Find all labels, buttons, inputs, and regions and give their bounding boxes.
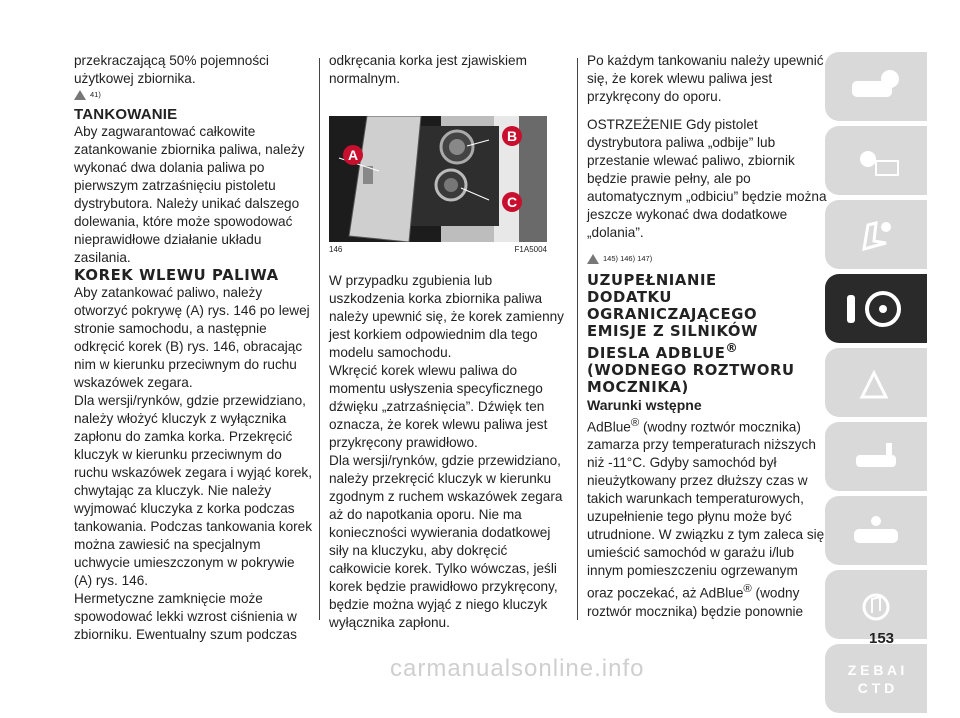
figure-caption [329,245,547,254]
column-3 [587,52,827,621]
warning-triangle-icon [587,254,599,264]
heading-korek: KOREK WLEWU PALIWA [74,267,279,284]
fuel-cap-illustration [329,116,547,242]
wrench-car-icon [846,437,906,477]
col3-text-1: Po każdym tankowaniu należy upewnić się, że korek wlewu paliwa jest przykręcony do oporu. [587,53,824,104]
sidebar-item-airbag[interactable] [825,200,927,269]
dashboard-lights-icon [846,141,906,181]
col2-text-4: Dla wersji/rynków, gdzie przewidziano, należy przekręcić kluczyk w kierunku zgodnym z ruchem wskazówek zegara aż do napotkania oporu. Nie ma konieczności wywierania dodatkowej siły na kluczyku, aby dokręcić całkowicie korek. Tylko wówczas, jeśli korek będzie prawidłowo przykręcony, będzie można wyjąć z niego kluczyk wyłącznika zapłonu. [329,453,563,630]
refs-text-2: 145) 146) 147) [603,254,653,263]
refs-text: 41) [90,90,101,99]
warning-triangle-icon [74,90,86,100]
heading-adblue: UZUPEŁNIANIE DODATKU OGRANICZAJĄCEGO EMISJE Z SILNIKÓW DIESLA ADBLUE® (WODNEGO ROZTWORU MOCZNIKA) [587,272,795,396]
figure-number: 146 [329,245,343,254]
figure-146 [329,116,547,242]
cap-text-3: Hermetyczne zamknięcie może spowodować lekki wzrost ciśnienia w zbiorniku. Ewentualny szum podczas [74,591,297,642]
adblue-paragraph: AdBlue® (wodny roztwór mocznika) zamarza przy temperaturach niższych niż -11°C. Gdyby samochód był nieużytkowany przez dłuższy czas w takich warunkach temperaturowych, uzupełnienie tego płynu może być utrudnione. W związku z tym zaleca się umieścić samochód w garażu i/lub innym pomieszczeniu ogrzewanym oraz poczekać, aż AdBlue® (wodny roztwór mocznika) będzie ponownie [587,416,825,619]
col2-text-3: Wkręcić korek wlewu paliwa do momentu usłyszenia specyficznego dźwięku „zatrzaśnięcia”. Dźwięk ten oznacza, że korek wlewu paliwa jest przykręcony prawidłowo. [329,363,548,450]
sidebar-item-key-steering[interactable] [825,274,927,343]
sidebar-item-index[interactable] [825,644,927,713]
warning-refs [74,90,314,100]
car-info-icon [846,67,906,107]
warning-refs-2 [587,254,827,264]
sidebar-item-dashboard-lights[interactable] [825,126,927,195]
column-1 [74,52,314,644]
label-b: B [506,128,518,144]
label-c: C [506,194,518,210]
label-a: A [347,147,359,163]
warning-text: OSTRZEŻENIE Gdy pistolet dystrybutora paliwa „odbije” lub przestanie wlewać paliwo, zbiornik będzie prawie pełny, ale po automatycznym „odbiciu” będzie można jeszcze wykonać dwa dodatkowe „dolania”. [587,117,827,240]
col2-text-2: W przypadku zgubienia lub uszkodzenia korka zbiornika paliwa należy upewnić się, że korek zamienny jest korkiem odpowiednim dla tego modelu samochodu. [329,273,564,360]
tank-text: Aby zagwarantować całkowite zatankowanie zbiornika paliwa, należy wykonać dwa dolania paliwa po pierwszym zatrzaśnięciu pistoletu dystrybutora. Należy unikać dalszego dolewania, które może spowodować nieprawidłowe działanie układu zasilania. [74,124,305,265]
col2-text-1: odkręcania korka jest zjawiskiem normalnym. [329,53,527,86]
page-number: 153 [869,630,895,647]
cap-text-2: Dla wersji/rynków, gdzie przewidziano, należy włożyć kluczyk z wyłącznika zapłonu do zamka korka. Przekręcić kluczyk w kierunku przeciwnym do ruchu wskazówek zegara i wyjąć korek, chwytając za kluczyk. Nie należy wyjmować kluczyka z korka podczas tankowania. Podczas tankowania korek można zawiesić na specjalnym uchwycie umieszczonym w pokrywie (A) rys. 146. [74,393,313,588]
multimedia-icon [846,585,906,625]
chapter-sidebar [825,52,927,718]
column-divider-2 [577,58,578,620]
sidebar-item-technical-data[interactable] [825,496,927,565]
figure-code: F1A5004 [514,245,547,254]
airbag-seat-icon [846,215,906,255]
heading-tankowanie: TANKOWANIE [74,106,178,123]
index-icon: Z E B A I C T D [847,661,905,696]
key-steering-wheel-icon [841,287,911,331]
cap-text-1: Aby zatankować paliwo, należy otworzyć pokrywę (A) rys. 146 po lewej stronie samochodu, a następnie odkręcić korek (B) rys. 146, obracając nim w kierunku przeciwnym do ruchu wskazówek zegara. [74,285,310,390]
sidebar-item-car-info[interactable] [825,52,927,121]
watermark: carmanualsonline.info [390,655,645,682]
warning-triangle-car-icon [846,363,906,403]
sidebar-item-multimedia[interactable] [825,570,927,639]
technical-data-icon [846,511,906,551]
column-divider-1 [319,58,320,620]
sidebar-item-warning-car[interactable] [825,348,927,417]
subheading-warunki: Warunki wstępne [587,396,702,413]
intro-text: przekraczającą 50% pojemności użytkowej zbiornika. [74,53,269,86]
column-2 [329,52,569,88]
sidebar-item-wrench-car[interactable] [825,422,927,491]
column-2-lower [329,272,569,632]
